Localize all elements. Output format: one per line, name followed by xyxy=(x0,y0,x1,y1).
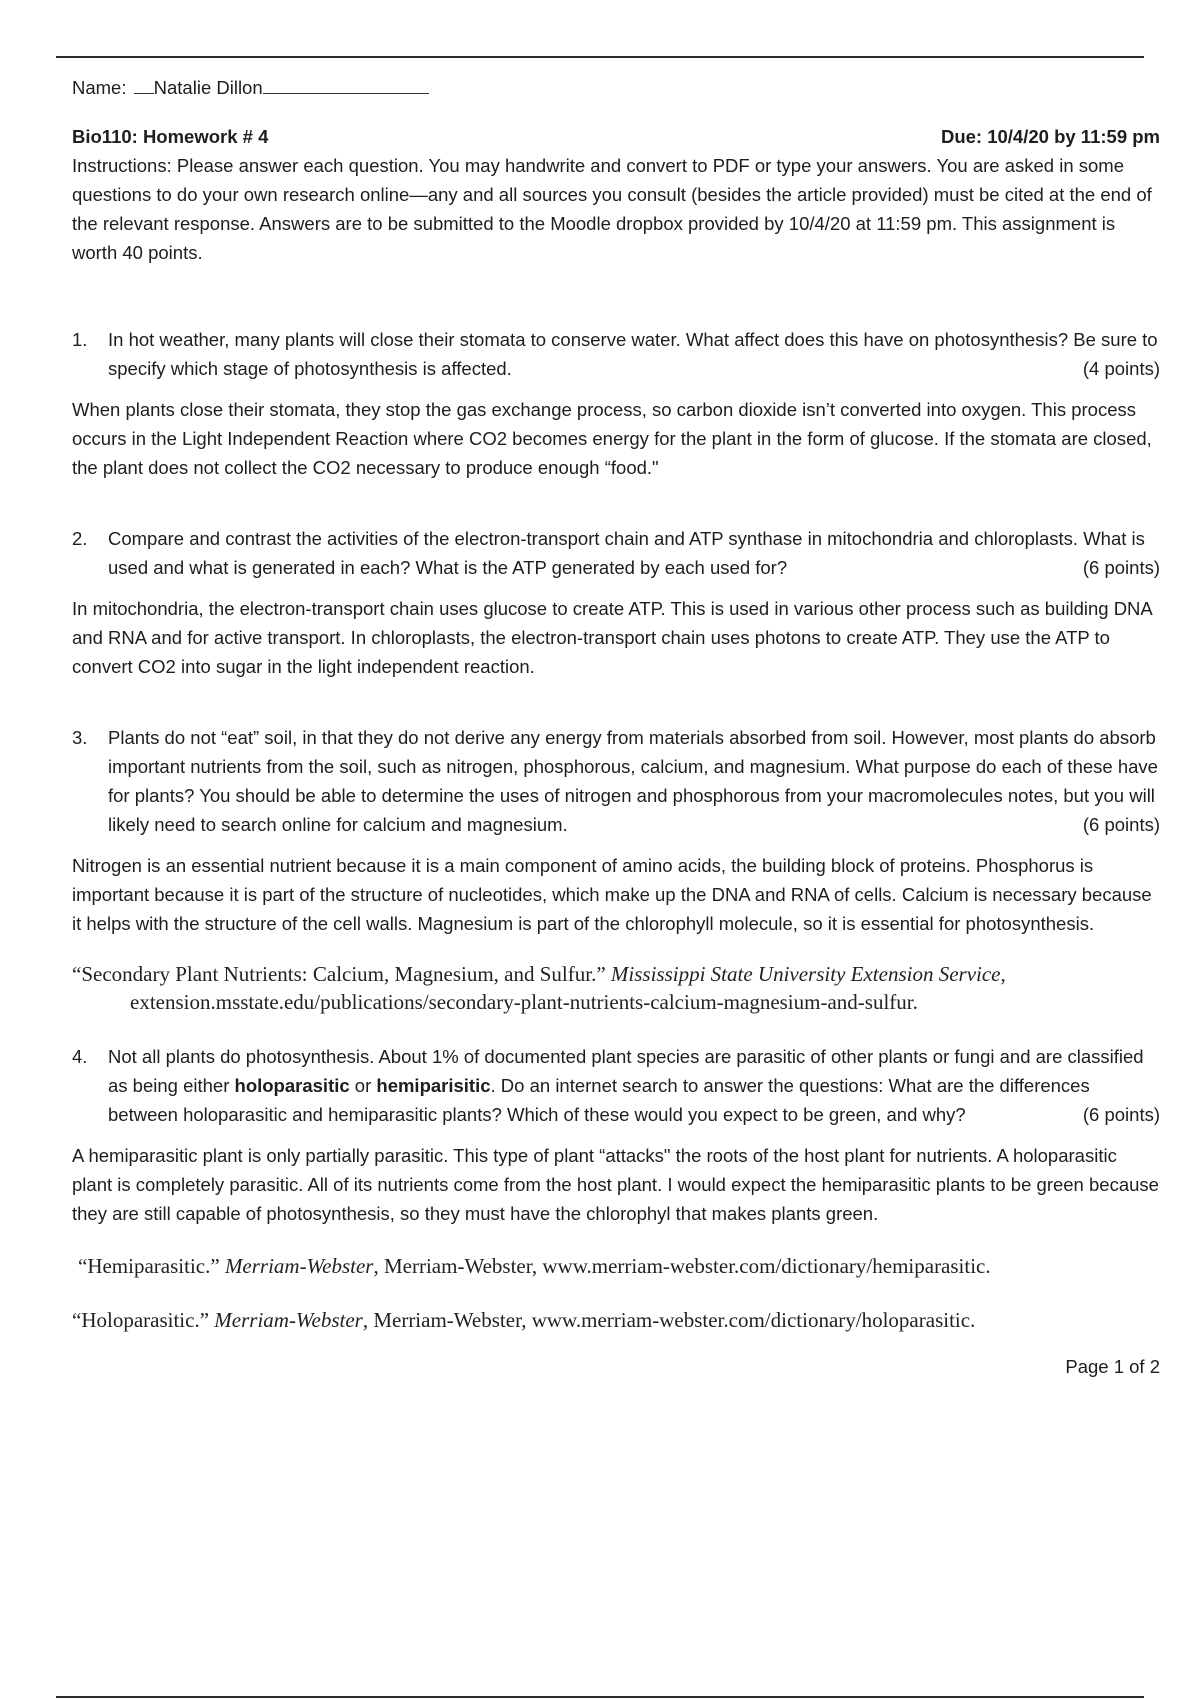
citation-hemiparasitic xyxy=(72,1252,1160,1280)
question-number: 4. xyxy=(72,1046,88,1067)
question-text-b: or xyxy=(354,1075,372,1096)
citation-lead: “Holoparasitic.” xyxy=(72,1308,210,1332)
question-points: (6 points) xyxy=(1082,1104,1160,1125)
question-number: 3. xyxy=(72,727,88,748)
citation-tail: , xyxy=(1000,962,1006,986)
question-text-c: . Do an internet search to answer the questions: What are the differences between holoparasitic and hemiparasitic plants? Which of these would you expect to be green, and why? xyxy=(108,1075,1090,1125)
answer-3: Nitrogen is an essential nutrient because it is a main component of amino acids, the building block of proteins. Phosphorus is important because it is part of the structure of nucleotides, which make up the DNA and RNA of cells. Calcium is necessary because it helps with the structure of the cell walls. Magnesium is part of the chlorophyll molecule, so it is essential for photosynthesis. xyxy=(72,855,1152,934)
citation-holoparasitic xyxy=(72,1306,1160,1334)
answer-4: A hemiparasitic plant is only partially parasitic. This type of plant “attacks" the roots of the host plant for nutrients. A holoparasitic plant is completely parasitic. All of its nutrients come from the host plant. I would expect the hemiparasitic plants to be green because they are still capable of photosynthesis, so they must have the chlorophyl that makes plants green. xyxy=(72,1145,1159,1224)
question-points: (6 points) xyxy=(1082,814,1160,835)
question-text: Compare and contrast the activities of the electron-transport chain and ATP synthase in mitochondria and chloroplasts. What is used and what is generated in each? What is the ATP generated by each used for? xyxy=(108,528,1145,578)
question-text-a: Not all plants do photosynthesis. About 1% of documented plant species are parasitic of other plants or fungi and are classified as being either xyxy=(108,1046,1144,1096)
name-blank-prefix xyxy=(134,79,154,94)
name-blank-suffix xyxy=(263,79,429,94)
term-hemiparisitic: hemiparisitic xyxy=(376,1075,491,1096)
assignment-header xyxy=(72,122,1160,151)
student-name: Natalie Dillon xyxy=(153,77,263,98)
citation-url: extension.msstate.edu/publications/secondary-plant-nutrients-calcium-magnesium-and-sulfur. xyxy=(130,990,918,1014)
bottom-rule xyxy=(56,1696,1144,1698)
citation-msstate xyxy=(72,960,1160,1016)
citation-source: Merriam-Webster xyxy=(224,1254,374,1278)
citation-lead: “Secondary Plant Nutrients: Calcium, Magnesium, and Sulfur.” xyxy=(72,962,606,986)
course-title: Bio110: Homework # 4 xyxy=(72,126,269,147)
citation-source: Merriam-Webster xyxy=(214,1308,363,1332)
question-2 xyxy=(72,524,1160,582)
citation-tail: , Merriam-Webster, www.merriam-webster.com/dictionary/holoparasitic. xyxy=(362,1308,976,1332)
question-3 xyxy=(72,723,1160,839)
top-rule xyxy=(56,56,1144,58)
question-points: (4 points) xyxy=(1082,358,1160,379)
citation-source: Mississippi State University Extension Service xyxy=(610,962,1001,986)
document-page xyxy=(72,70,1160,1381)
term-holoparasitic: holoparasitic xyxy=(234,1075,350,1096)
name-line xyxy=(72,73,1160,102)
name-label: Name: xyxy=(72,77,127,98)
answer-1: When plants close their stomata, they stop the gas exchange process, so carbon dioxide isn’t converted into oxygen. This process occurs in the Light Independent Reaction where CO2 becomes energy for the plant in the form of glucose. If the stomata are closed, the plant does not collect the CO2 necessary to produce enough “food." xyxy=(72,399,1152,478)
question-number: 2. xyxy=(72,528,88,549)
question-text: Plants do not “eat” soil, in that they do not derive any energy from materials absorbed from soil. However, most plants do absorb important nutrients from the soil, such as nitrogen, phosphorous, calcium, and magnesium. What purpose do each of these have for plants? You should be able to determine the uses of nitrogen and phosphorous from your macromolecules notes, but you will likely need to search online for calcium and magnesium. xyxy=(108,727,1158,835)
instructions: Instructions: Please answer each question. You may handwrite and convert to PDF or type your answers. You are asked in some questions to do your own research online—any and all sources you consult (besides the article provided) must be cited at the end of the relevant response. Answers are to be submitted to the Moodle dropbox provided by 10/4/20 at 11:59 pm. This assignment is worth 40 points. xyxy=(72,155,1152,263)
question-points: (6 points) xyxy=(1082,557,1160,578)
question-text: In hot weather, many plants will close their stomata to conserve water. What affect does this have on photosynthesis? Be sure to specify which stage of photosynthesis is affected. xyxy=(108,329,1158,379)
page-number: Page 1 of 2 xyxy=(1065,1356,1160,1377)
due-date: Due: 10/4/20 by 11:59 pm xyxy=(940,126,1160,147)
question-4 xyxy=(72,1042,1160,1129)
citation-tail: , Merriam-Webster, www.merriam-webster.com/dictionary/hemiparasitic. xyxy=(373,1254,991,1278)
citation-lead: “Hemiparasitic.” xyxy=(78,1254,220,1278)
question-number: 1. xyxy=(72,329,88,350)
question-1 xyxy=(72,325,1160,383)
answer-2: In mitochondria, the electron-transport chain uses glucose to create ATP. This is used in various other process such as building DNA and RNA and for active transport. In chloroplasts, the electron-transport chain uses photons to create ATP. They use the ATP to convert CO2 into sugar in the light independent reaction. xyxy=(72,598,1152,677)
